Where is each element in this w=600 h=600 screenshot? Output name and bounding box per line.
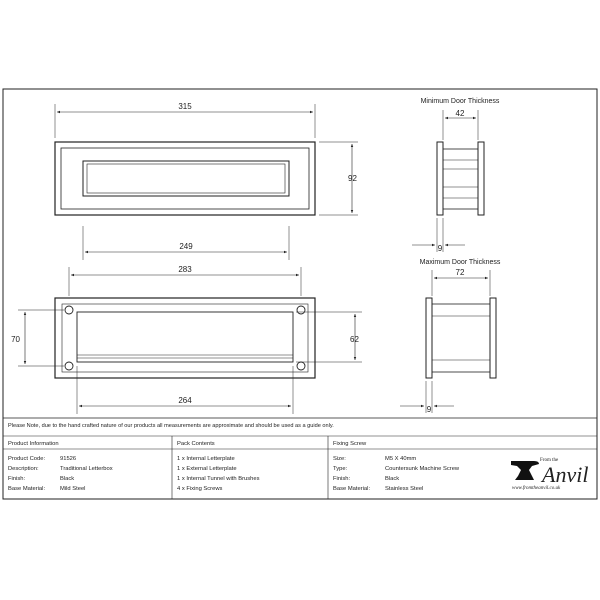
table-row: [8, 454, 168, 464]
list-item: 1 x Internal Letterplate: [177, 456, 235, 462]
list-item: 4 x Fixing Screws: [177, 486, 223, 492]
dim-42-label: 42: [455, 109, 465, 118]
dim-249-label: 249: [179, 242, 193, 251]
dim-62: [296, 312, 362, 362]
min-door-title: Minimum Door Thickness: [420, 98, 500, 105]
row-value: Traditional Letterbox: [60, 466, 113, 472]
row-value: 91526: [60, 456, 77, 462]
dim-72-label: 72: [455, 268, 465, 277]
pack-contents-header: Pack Contents: [177, 441, 215, 447]
dim-283-label: 283: [178, 265, 192, 274]
row-key: Size:: [333, 456, 346, 462]
logo-wordmark: Anvil: [542, 462, 589, 487]
row-value: Stainless Steel: [385, 486, 424, 492]
table-row: [333, 464, 503, 474]
table-row: [333, 484, 503, 494]
dim-70-label: 70: [11, 335, 20, 344]
row-value: Mild Steel: [60, 486, 86, 492]
fixing-screw-header: Fixing Screw: [333, 441, 367, 447]
dim-92-label: 92: [348, 174, 357, 183]
table-row: [333, 454, 503, 464]
dim-249: [83, 226, 289, 260]
row-value: Countersunk Machine Screw: [385, 466, 460, 472]
row-key: Type:: [333, 466, 348, 472]
row-key: Finish:: [8, 476, 26, 482]
dim-9-min-label: 9: [437, 244, 443, 253]
logo-small-text: From the: [540, 458, 559, 463]
dim-42: [443, 109, 478, 140]
dim-70: [11, 310, 64, 366]
list-item: 1 x External Letterplate: [177, 466, 237, 472]
dim-9-max-label: 9: [426, 405, 432, 414]
dim-92: [319, 142, 358, 215]
fixing-screw-section: [333, 438, 503, 494]
list-item: 1 x Internal Tunnel with Brushes: [177, 476, 260, 482]
disclaimer-note: Please Note, due to the hand crafted nature of our products all measurements are approximate and should be used as a guide only.: [8, 423, 334, 429]
dim-264: [77, 366, 293, 414]
internal-letterplate: [55, 298, 315, 378]
dim-315-label: 315: [178, 102, 192, 111]
row-key: Base Material:: [333, 486, 371, 492]
row-key: Description:: [8, 466, 39, 472]
dim-315: [55, 102, 315, 138]
table-row: [8, 484, 168, 494]
logo-url: www.fromtheanvil.co.uk: [512, 486, 561, 491]
min-door-side-view: [437, 142, 484, 215]
table-row: [8, 464, 168, 474]
max-door-title: Maximum Door Thickness: [419, 259, 501, 266]
table-row: [333, 474, 503, 484]
anvil-icon: [510, 458, 540, 484]
product-info-section: [8, 438, 168, 494]
brand-logo: [508, 452, 590, 497]
dim-9-max: [400, 381, 454, 414]
row-value: Black: [60, 476, 75, 482]
max-door-side-view: [426, 298, 496, 378]
dim-264-label: 264: [178, 396, 192, 405]
dim-9-min: [412, 218, 465, 253]
external-letterplate: [55, 142, 315, 215]
dim-62-label: 62: [350, 335, 359, 344]
dim-72: [432, 268, 490, 296]
row-key: Finish:: [333, 476, 351, 482]
table-row: [8, 474, 168, 484]
row-key: Base Material:: [8, 486, 46, 492]
dim-283: [69, 265, 301, 296]
product-info-header: Product Information: [8, 441, 59, 447]
row-key: Product Code:: [8, 456, 46, 462]
row-value: M5 X 40mm: [385, 456, 417, 462]
row-value: Black: [385, 476, 400, 482]
pack-contents-section: [177, 438, 325, 494]
